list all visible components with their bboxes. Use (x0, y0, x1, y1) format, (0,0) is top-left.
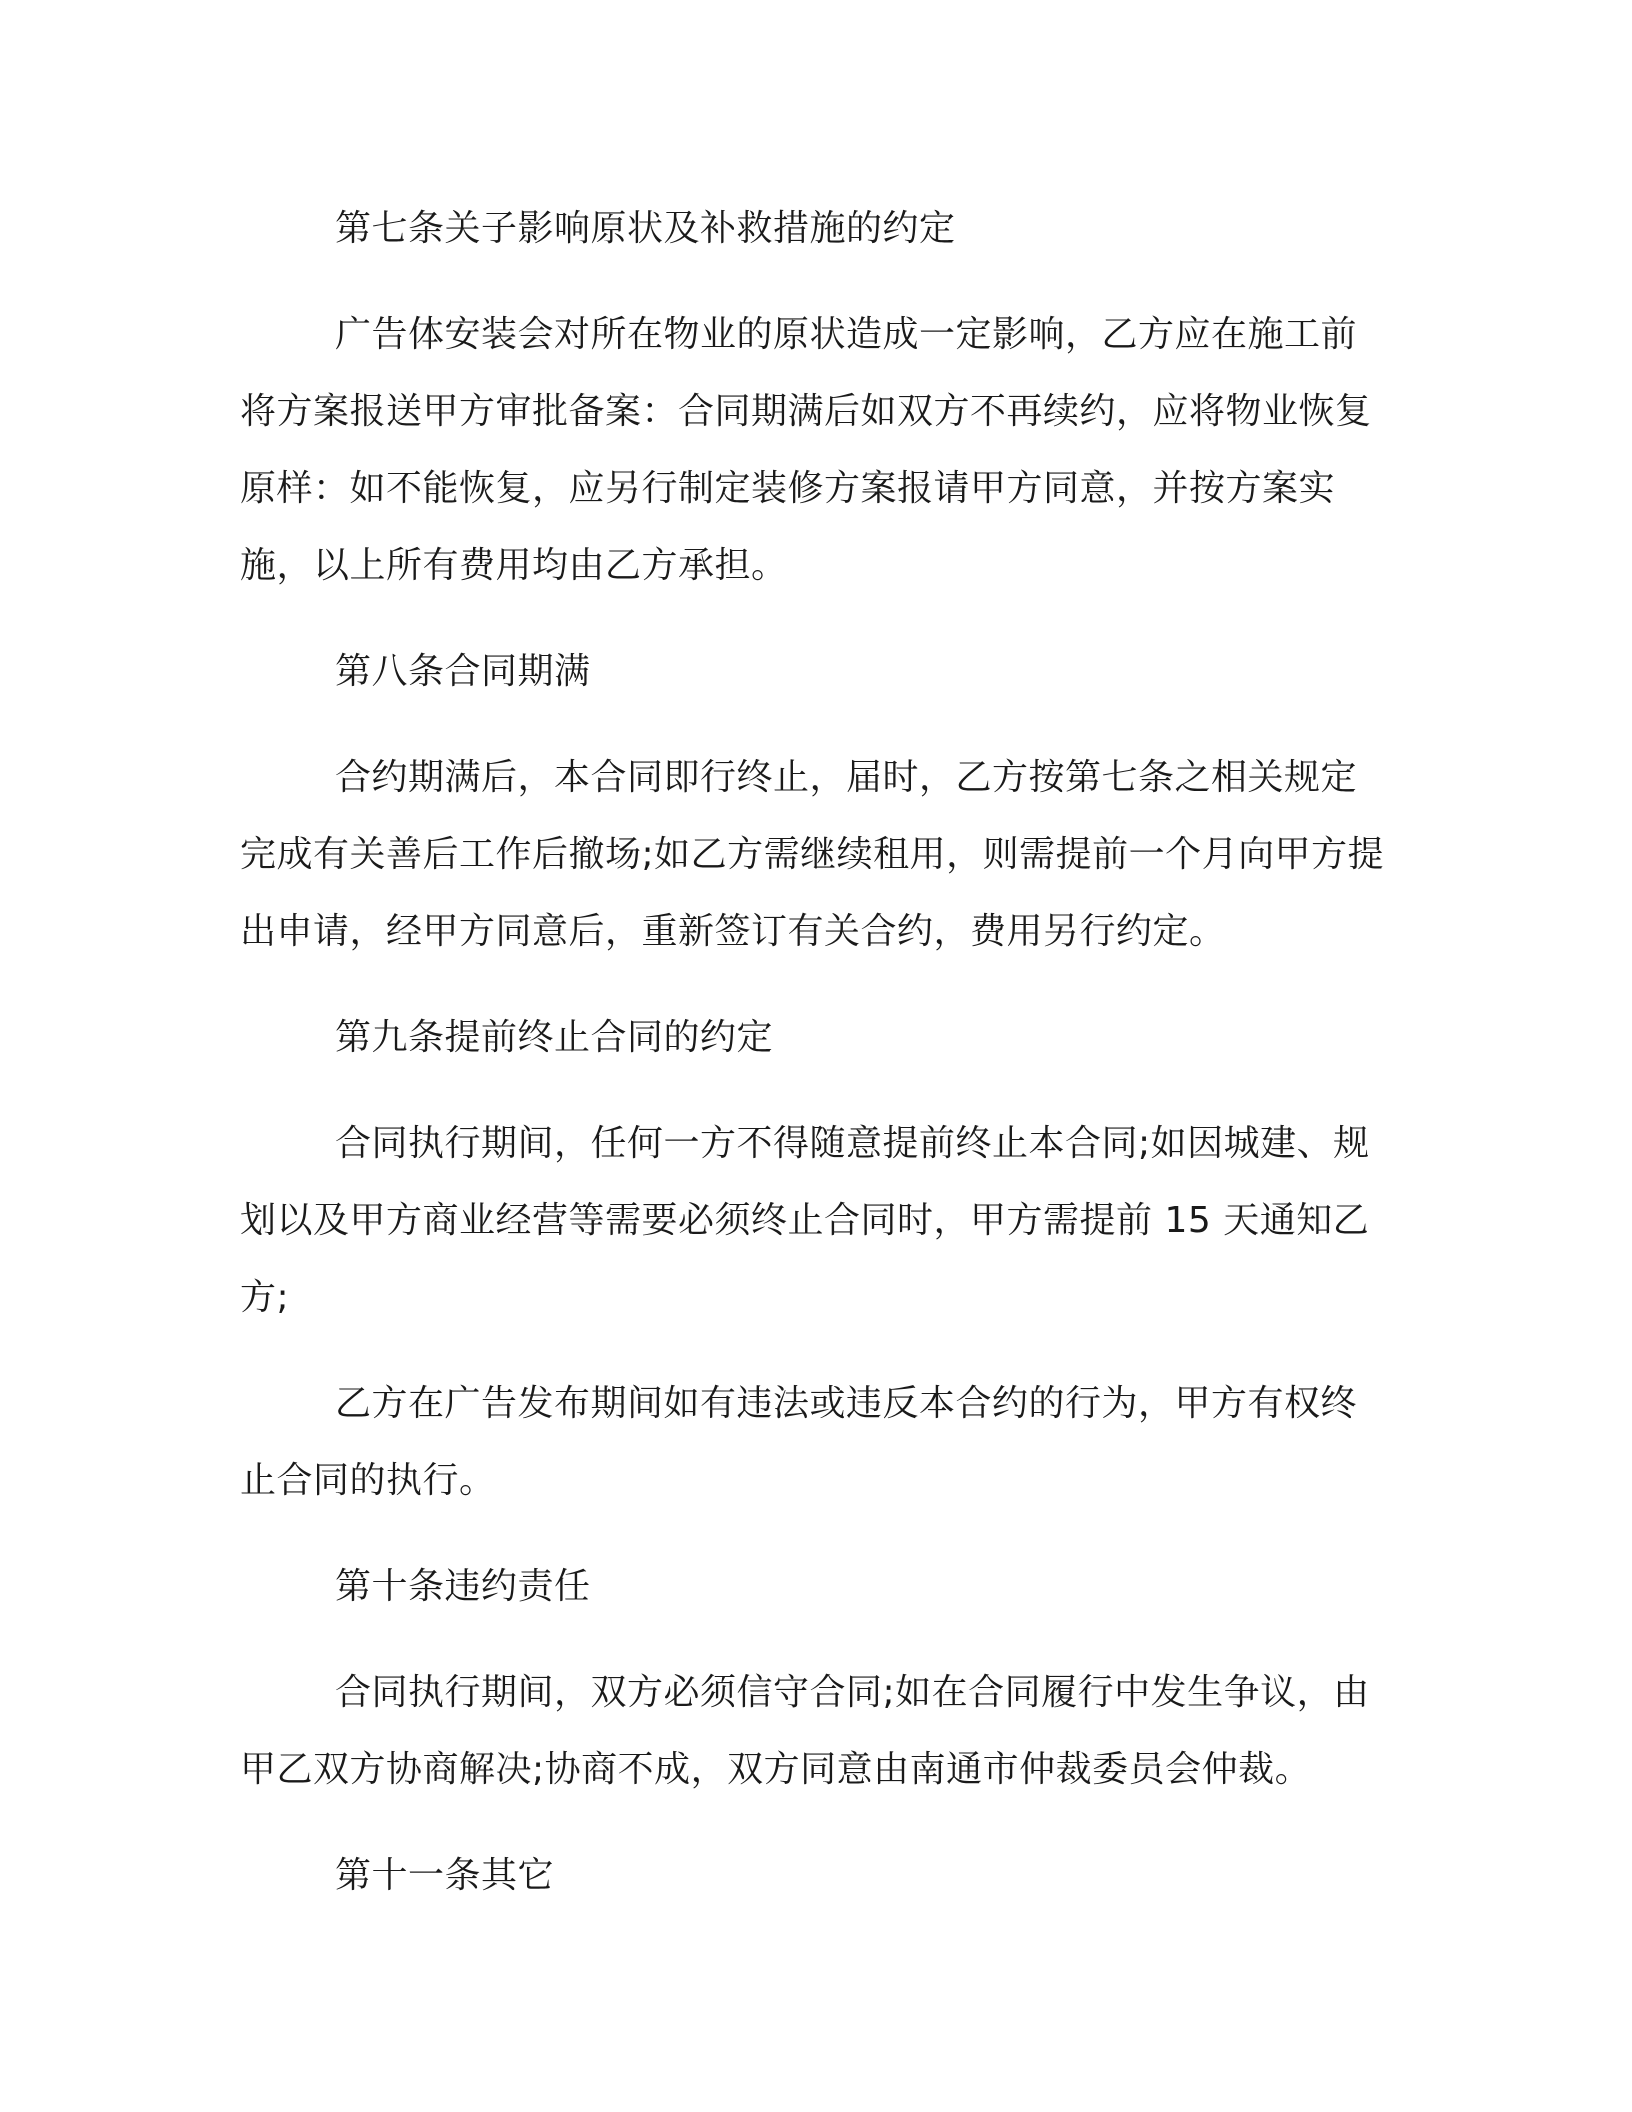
article-9-body-1: 合同执行期间，任何一方不得随意提前终止本合同;如因城建、规划以及甲方商业经营等需要必须终止合同时，甲方需提前 15 天通知乙方; (240, 1123, 1370, 1318)
article-7-heading: 第七条关子影响原状及补救措施的约定 (335, 208, 956, 249)
article-9-heading: 第九条提前终止合同的约定 (335, 1017, 774, 1058)
article-8-body: 合约期满后，本合同即行终止，届时，乙方按第七条之相关规定完成有关善后工作后撤场;如乙方需继续租用，则需提前一个月向甲方提出申请，经甲方同意后，重新签订有关合约，费用另行约定。 (240, 757, 1385, 952)
article-9-body-2: 乙方在广告发布期间如有违法或违反本合约的行为，甲方有权终止合同的执行。 (240, 1383, 1358, 1501)
article-7-body: 广告体安装会对所在物业的原状造成一定影响，乙方应在施工前将方案报送甲方审批备案：合同期满后如双方不再续约，应将物业恢复原样：如不能恢复，应另行制定装修方案报请甲方同意，并按方案实施，以上所有费用均由乙方承担。 (240, 314, 1372, 586)
article-11-heading: 第十一条其它 (335, 1855, 555, 1896)
article-8-heading: 第八条合同期满 (335, 651, 591, 692)
article-10-heading: 第十条违约责任 (335, 1566, 591, 1607)
article-10-body: 合同执行期间，双方必须信守合同;如在合同履行中发生争议，由甲乙双方协商解决;协商不成，双方同意由南通市仲裁委员会仲裁。 (240, 1672, 1370, 1790)
document-body (240, 190, 1390, 1914)
